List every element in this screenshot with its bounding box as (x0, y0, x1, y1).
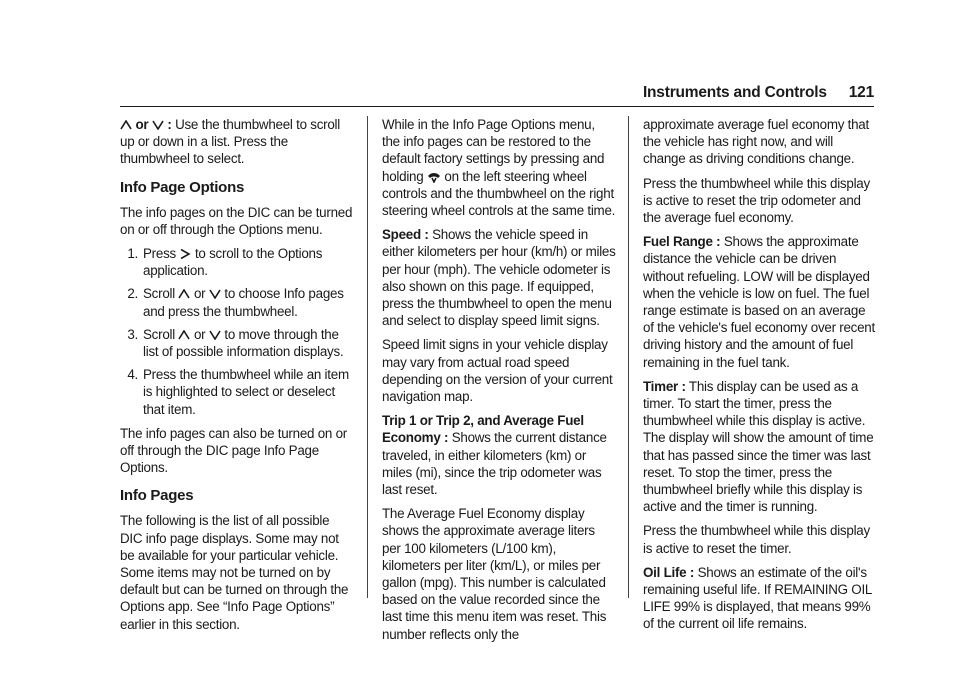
step-text: Press the thumbwheel while an item is highlighted to select or deselect that item. (143, 367, 349, 417)
fuel-range-text: Shows the approximate distance the vehicle can be driven without refueling. LOW will be displayed when the vehicle is low on fuel. The fuel range estimate is based on an average of the vehicle's fuel economy over recent driving history and the amount of fuel remaining in the fuel tank. (643, 234, 875, 370)
fuel-range-term: Fuel Range : (643, 234, 721, 250)
step-text: Scroll (143, 286, 175, 302)
avg-fuel-paragraph: The Average Fuel Economy display shows the approximate average liters per 100 kilometers (L/100 km), kilometers per liter (km/L), or miles per gallon (mpg). This number is calculated based on the value recorded since the last time this menu item was reset. This number reflects only the (382, 506, 607, 642)
timer-paragraph (643, 378, 877, 516)
step-text: to scroll to the Options application. (143, 246, 323, 279)
trip-text: Shows the current distance traveled, in either kilometers (km) or miles (mi), since the trip odometer was last reset. (382, 430, 607, 498)
trip-term: Trip 1 or Trip 2, and Average Fuel Economy : (382, 413, 584, 446)
step-number: 3. (127, 326, 138, 342)
page-number: 121 (848, 84, 874, 101)
trip-paragraph (382, 412, 616, 498)
oil-life-term: Oil Life : (643, 564, 695, 580)
fuel-range-paragraph (643, 233, 877, 371)
oil-life-paragraph (643, 564, 877, 633)
step-text: to move through the list of possible information displays. (143, 326, 344, 360)
steering-wheel-control-icon (427, 171, 441, 183)
list-item (120, 245, 354, 279)
chevron-down-icon (209, 289, 221, 299)
options-outro: The info pages can also be turned on or off through the DIC page Info Page Options. (120, 425, 347, 476)
restore-text: on the left steering wheel controls and the thumbwheel on the right steering wheel controls at the same time. (382, 168, 616, 219)
chevron-right-icon (179, 249, 191, 259)
list-item (120, 326, 354, 360)
chevron-up-icon (178, 289, 190, 299)
speed-paragraph (382, 226, 616, 329)
options-intro: The info pages on the DIC can be turned on or off through the Options menu. (120, 204, 353, 237)
restore-text: While in the Info Page Options menu, the info pages can be restored to the default factory settings by pressing and holding (382, 117, 605, 184)
reset-trip-paragraph: Press the thumbwheel while this display is active to reset the trip odometer and the average fuel economy. (643, 175, 870, 226)
timer-term: Timer : (643, 378, 686, 394)
step-number: 4. (127, 367, 138, 383)
chevron-down-icon (209, 330, 221, 340)
speed-text: Shows the vehicle speed in either kilometers per hour (km/h) or miles per hour (mph). The vehicle odometer is also shown on this page. If equipped, press the thumbwheel to open the menu and select to display speed limit signs. (382, 227, 616, 329)
heading-info-pages: Info Pages (120, 487, 194, 505)
column-1 (120, 116, 354, 640)
speed-signs-paragraph: Speed limit signs in your vehicle display may vary from actual road speed depending on the version of your current navigation map. (382, 337, 613, 405)
column-divider (367, 116, 368, 598)
column-divider (628, 116, 629, 598)
restore-paragraph (382, 116, 616, 219)
oil-life-text: Shows an estimate of the oil's remaining useful life. If REMAINING OIL LIFE 99% is displayed, that means 99% of the current oil life remains. (643, 564, 872, 632)
step-text: Press (143, 246, 176, 262)
or-text: or (193, 286, 206, 302)
speed-term: Speed : (382, 227, 429, 243)
heading-info-page-options: Info Page Options (120, 178, 245, 196)
column-3 (643, 116, 877, 640)
colon: : (167, 117, 172, 132)
step-number: 2. (127, 286, 138, 302)
section-title: Instruments and Controls (642, 84, 827, 101)
or-text: or (135, 117, 149, 132)
chevron-down-icon (152, 120, 164, 130)
step-number: 1. (127, 246, 138, 262)
list-item (120, 285, 354, 319)
chevron-up-icon (120, 120, 132, 130)
timer-text: This display can be used as a timer. To start the timer, press the thumbwheel while this display is active. The display will show the amount of time that has passed since the timer was last reset. To stop the timer, press the thumbwheel briefly while this display is active and the timer is running. (643, 378, 874, 515)
scroll-text: Use the thumbwheel to scroll up or down in a list. Press the thumbwheel to select. (120, 117, 340, 167)
step-text: Scroll (143, 326, 175, 342)
avg-fuel-continued: approximate average fuel economy that the vehicle has right now, and will change as driving conditions change. (643, 117, 869, 167)
list-item (120, 366, 354, 418)
reset-timer-paragraph: Press the thumbwheel while this display is active to reset the timer. (643, 523, 870, 556)
column-2 (382, 116, 616, 650)
scroll-paragraph (120, 116, 354, 168)
or-text: or (193, 326, 206, 342)
page-header (643, 84, 874, 102)
chevron-up-icon (178, 330, 190, 340)
step-text: to choose Info pages and press the thumbwheel. (143, 286, 344, 319)
header-rule (120, 106, 874, 107)
info-pages-text: The following is the list of all possible DIC info page displays. Some may not be available for your particular vehicle. Some items may not be turned on by default but can be turned on through the Options app. See “Info Page Options” earlier in this section. (120, 513, 349, 632)
options-steps (120, 245, 354, 418)
